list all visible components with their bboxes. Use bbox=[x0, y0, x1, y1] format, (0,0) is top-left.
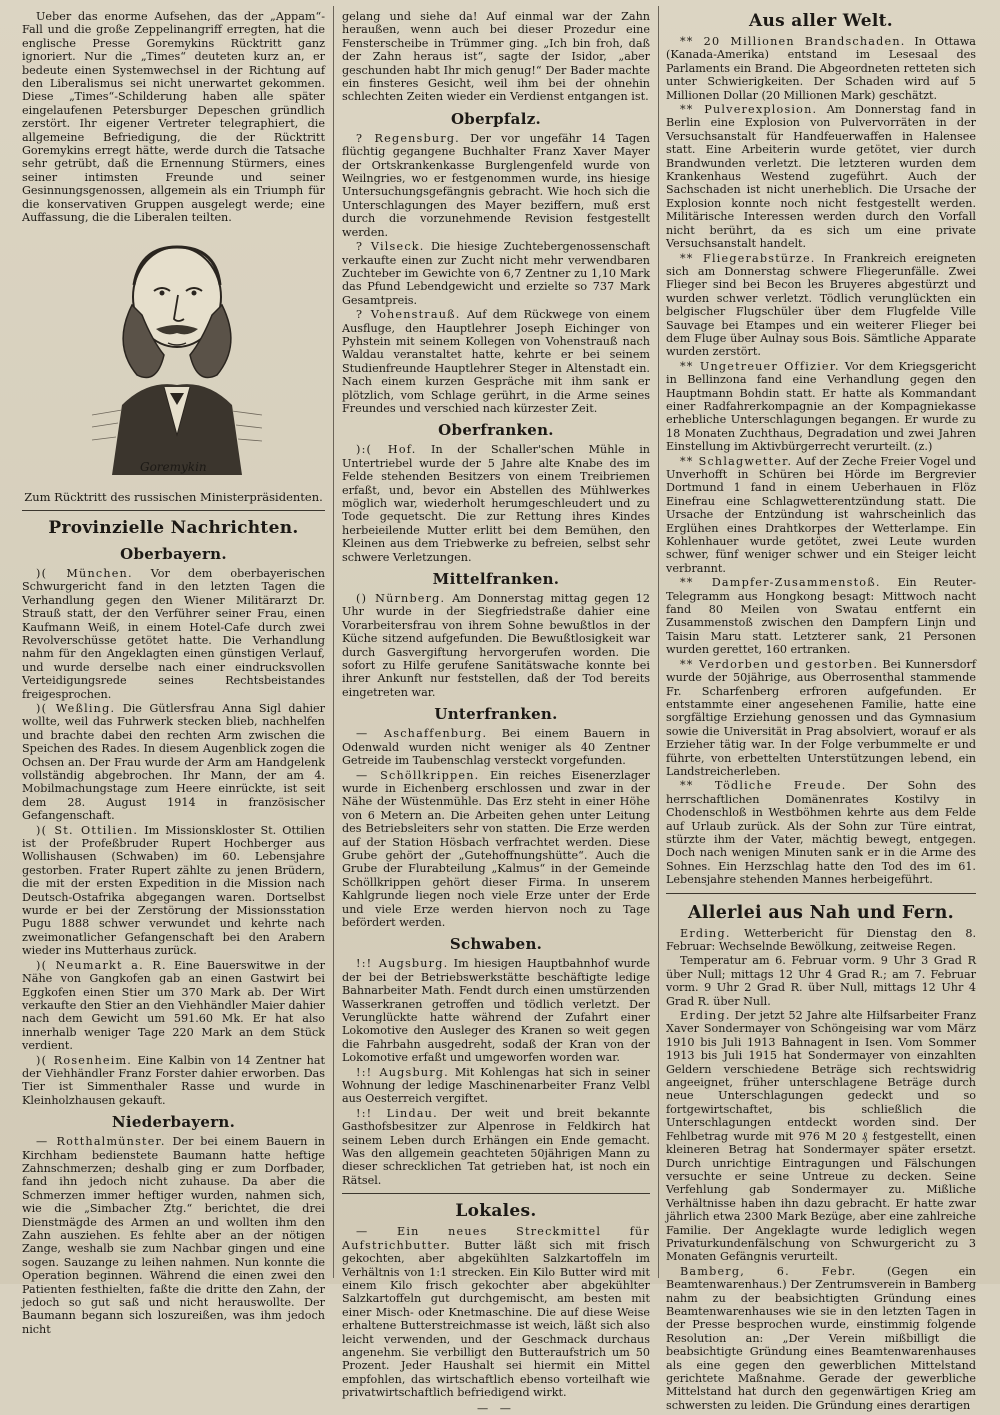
news-item-dateline: ** Tödliche Freude. bbox=[680, 779, 847, 793]
section-title-lokales: Lokales. bbox=[455, 1201, 537, 1222]
region-news-mittelfranken bbox=[342, 592, 650, 699]
news-item bbox=[666, 35, 976, 102]
news-item-dateline: )( Weßling. bbox=[36, 701, 116, 715]
news-item bbox=[666, 576, 976, 656]
news-item-text: Auf dem Rückwege von einem Ausfluge, den Hauptlehrer Joseph Eichinger von Pyhstein mit seinem Kollegen von Vohenstrauß nach Waldau veranstaltet hatte, kehrte er bei seinem Studienfreunde Hauptlehrer Steger in Altenstadt ein. Nach einem kurzen Gespräche mit ihm sank er plötzlich, vom Schlage gerührt, in die Arme seines Freundes und verschied nach kürzester Zeit. bbox=[342, 308, 650, 415]
news-item bbox=[666, 1009, 976, 1264]
news-item bbox=[22, 959, 325, 1053]
news-item-dateline: ** Fliegerabstürze. bbox=[680, 251, 816, 265]
news-item-dateline: Erding. bbox=[680, 1009, 731, 1023]
news-item-text: Butter läßt sich mit frisch gekochten, aber abgekühlten Salzkartoffeln im Verhältnis von 1:1 strecken. Ein Kilo Butter wird mit einem Kilo frisch gekochter aber abgekühlter Salzkartoffeln gut durchgemischt, am besten mit einer Misch- oder Knetmaschine. Die auf diese Weise erhaltene Butterstreichmasse ist weich, läßt sich also leicht verwenden, und der Geschmack durchaus angenehm. Sie verbilligt den Butteraufstrich um 50 Prozent. Jeder Haushalt sei hiermit ein Mittel empfohlen, das wirtschaftlich ebenso vorteilhaft wie privatwirtschaftlich befriedigend wirkt. bbox=[342, 1238, 650, 1400]
news-item-dateline: — Rotthalmünster. bbox=[36, 1135, 166, 1149]
news-item-text: Temperatur am 6. Februar vorm. 9 Uhr 3 Grad R über Null; mittags 12 Uhr 4 Grad R.; am 7. Februar vorm. 9 Uhr 2 Grad R. über Null, mittags 12 Uhr 4 Grad R. über Null. bbox=[666, 954, 976, 1008]
misc-news bbox=[666, 927, 976, 1413]
end-mark: — — bbox=[477, 1401, 515, 1415]
news-item-dateline: ? Vohenstrauß. bbox=[356, 308, 461, 322]
local-news bbox=[342, 1225, 650, 1399]
news-item-dateline: — Schöllkrippen. bbox=[356, 768, 480, 782]
news-item-dateline: Erding. bbox=[680, 926, 731, 940]
column-middle bbox=[342, 10, 651, 1415]
news-item bbox=[342, 769, 650, 930]
news-item-dateline: ** Pulverexplosion. bbox=[680, 103, 818, 117]
news-item-text: In Frankreich ereigneten sich am Donnerstag schwere Fliegerunfälle. Zwei Flieger sind bei Becon les Bruyeres abgestürzt und wurden schwer verletzt. Tödlich verunglückten ein belgischer Flugschüler über dem Flugfelde Ville Sauvage bei Etampes und ein weiterer Flieger bei dem Fluge über Aulnay sous Bois. Sämtliche Apparate wurden zerstört. bbox=[666, 251, 976, 359]
news-item-text: Eine Bauerswitwe in der Nähe von Gangkofen gab an einen Gastwirt bei Eggkofen einen Stier um 370 Mark ab. Der Wirt verkaufte den Stier an den Viehhändler Maier dahier nach dem Gewicht um 591.60 Mk. Er hat also innerhalb weniger Tage 220 Mark an dem Stück verdient. bbox=[22, 958, 325, 1053]
region-news-oberfranken bbox=[342, 443, 650, 564]
news-item-dateline: Bamberg, 6. Febr. bbox=[680, 1264, 857, 1278]
world-news bbox=[666, 35, 976, 887]
news-item bbox=[666, 252, 976, 359]
portrait-signature: Goremykin bbox=[140, 459, 207, 474]
news-item-text: (Gegen ein Beamtenwarenhaus.) Der Zentrumsverein in Bamberg nahm zu der beabsichtigten Gründung eines Beamtenwarenhauses wie sie in den letzten Tagen in der Presse besprochen wurde, einstimmig folgende Resolution an: „Der Verein mißbilligt die beabsichtigte Gründung eines Beamtenwarenhauses als eine gegen den gewerblichen Mittelstand gerichtete Maßnahme. Gerade der gewerbliche Mittelstand hat durch den gegenwärtigen Krieg am schwersten zu leiden. Die Gründung eines derartigen bbox=[666, 1264, 976, 1412]
news-item bbox=[342, 727, 650, 767]
section-rule bbox=[342, 1193, 650, 1194]
region-news-oberbayern bbox=[22, 567, 325, 1107]
goremykin-article bbox=[22, 10, 325, 225]
news-item-dateline: !:! Lindau. bbox=[356, 1106, 438, 1120]
news-item-text: Bei Kunnersdorf wurde der 50jährige, aus Oberrosenthal stammende Fr. Scharfenberg erfroren aufgefunden. Er entstammte einer angesehenen Familie, hatte eine sorgfältige Erziehung genossen und das Gymnasium sowie die Universität in Prag absolviert, worauf er als Erzieher tätig war. In der Folge verbummelte er und führte, von erbettelten Unterstützungen lebend, ein Landstreicherleben. bbox=[666, 657, 976, 778]
news-item-text: Vor dem Kriegsgericht in Bellinzona fand eine Verhandlung gegen den Hauptmann Bohdin statt. Er hatte als Kommandant einer Radfahrerkompagnie an der Kompagniekasse erhebliche Unterschlagungen begangen. Er wurde zu 18 Monaten Zuchthaus, Degradation und zwei Jahren Einstellung im Aktivbürgerrecht verurteilt. (z.) bbox=[666, 359, 976, 454]
portrait-caption: Zum Rücktritt des russischen Ministerpräsidenten. bbox=[24, 489, 323, 504]
section-rule bbox=[666, 893, 976, 894]
region-title-oberbayern: Oberbayern. bbox=[120, 544, 227, 563]
news-item-text: Der jetzt 52 Jahre alte Hilfsarbeiter Franz Xaver Sondermayer von Schöngeising war vom März 1910 bis Juli 1913 Bahnagent in Isen. Vom Sommer 1913 bis Juli 1915 hat Sondermayer von einzahlten Geldern verschiedene Beträge sich rechtswidrig angeeignet, früher unterschlagene Beträge durch neue Unterschlagungen gedeckt und so fortgewirtschaftet, bis schließlich die Unterschlagungen entdeckt worden sind. Der Fehlbetrag wurde mit 976 M 20 ₰ festgestellt, einen kleineren Betrag hat Sondermayer später ersetzt. Durch unrichtige Eintragungen und Fälschungen versuchte er seine Untreue zu decken. Seine Verfehlung gab Sondermayer zu. Mißliche Verhältnisse haben ihn dazu gebracht. Er hatte zwar jährlich etwa 2300 Mark Bezüge, aber eine zahlreiche Familie. Der Angeklagte wurde lediglich wegen Privaturkundenfälschung von Schwurgericht zu 3 Monaten Gefängnis verurteilt. bbox=[666, 1009, 976, 1264]
news-item-dateline: ):( Hof. bbox=[356, 443, 417, 457]
article-paragraph: Ueber das enorme Aufsehen, das der „Appam“-Fall und die große Zeppelinangriff erregten, hat die englische Presse Goremykins Rücktritt ganz ignoriert. Nur die „Times“ deuteten kurz an, er bedeute einen Systemwechsel in der Richtung auf den Liberalismus sei nicht unerwartet gekommen. Diese „Times“-Schilderung haben alle später eingelaufenen Petersburger Depeschen gründlich zerstört. Ihr eigener Vertreter telegraphiert, die allgemeine Befriedigung, die der Rücktritt Goremykins erregt hätte, werde durch die Tatsache sehr getrübt, daß die Ernennung Stürmers, eines seiner intimsten Freunde und seiner Gesinnungsgenossen, allgemein als ein Triumph für die konservativen Gruppen ausgelegt werde; eine Auffassung, die die Liberalen teilten. bbox=[22, 10, 325, 225]
column-divider bbox=[333, 6, 334, 1278]
news-item-dateline: ? Regensburg. bbox=[356, 131, 460, 145]
region-title-mittelfranken: Mittelfranken. bbox=[432, 570, 560, 589]
news-item-text: Ein Reuter-Telegramm aus Hongkong besagt: Mittwoch nacht fand 80 Meilen von Swatau entfernt ein Zusammenstoß zwischen den Dampfern Linjn und Taisin Maru statt. Letzterer sank, 21 Personen wurden gerettet, 160 ertranken. bbox=[666, 576, 976, 657]
region-title-unterfranken: Unterfranken. bbox=[434, 705, 558, 724]
news-item-text: Der bei einem Bauern in Kirchham bedienstete Baumann hatte heftige Zahnschmerzen; deshalb ging er zum Dorfbader, fand ihn jedoch nicht zuhause. Da aber die Schmerzen immer heftiger wurden, nahmen sich, wie die „Simbacher Ztg.“ berichtet, die drei Dienstmägde des Armen an und wollten ihm den Zahn ausziehen. Es fehlte aber an der nötigen Zange, weshalb sie zum Nachbar gingen und eine sogen. Sauzange zu leihen nahmen. Nun konnte die Operation beginnen. Während die einen zwei den Patienten festhielten, faßte die dritte den Zahn, der jedoch so gut saß und nicht herauswollte. Der Baumann begann sich loszureißen, was ihm jedoch nicht bbox=[22, 1135, 325, 1336]
news-item bbox=[666, 927, 976, 954]
news-item-text: Am Donnerstag fand in Berlin eine Explosion von Pulvervorräten in der Versuchsanstalt für Handfeuerwaffen in Halensee statt. Eine Arbeiterin wurde getötet, vier durch Brandwunden verletzt. Die letzteren wurden dem Krankenhaus Westend zugeführt. Auch der Sachschaden ist nicht unerheblich. Die Ursache der Explosion konnte noch nicht festgestellt werden. Militärische Interessen werden durch den Vorfall nicht berührt, da es sich um eine private Versuchsanstalt handelt. bbox=[666, 103, 976, 251]
news-item-dateline: ** Dampfer-Zusammenstoß. bbox=[680, 576, 881, 590]
news-item-text: Die Gütlersfrau Anna Sigl dahier wollte, weil das Fuhrwerk stecken blieb, nachhelfen und brachte dabei den rechten Arm zwischen die Speichen des Rades. In diesem Augenblick zogen die Ochsen an. Der Frau wurde der Arm am Handgelenk vollständig abgebrochen. Ihr Mann, der am 4. Mobilmachungstage zum Heere einrückte, ist seit dem 28. August 1914 in französischer Gefangenschaft. bbox=[22, 701, 325, 823]
section-title: Provinzielle Nachrichten. bbox=[48, 517, 299, 538]
column-right bbox=[666, 10, 976, 1412]
column-left bbox=[22, 10, 325, 1336]
news-item bbox=[22, 702, 325, 823]
news-item bbox=[342, 1225, 650, 1399]
news-item bbox=[666, 658, 976, 779]
news-item bbox=[666, 954, 976, 1008]
news-item-dateline: )( Neumarkt a. R. bbox=[36, 958, 167, 972]
goremykin-portrait bbox=[22, 235, 325, 485]
region-title-oberpfalz: Oberpfalz. bbox=[450, 109, 542, 128]
news-item-dateline: !:! Augsburg. bbox=[356, 1065, 449, 1079]
news-item bbox=[666, 779, 976, 886]
news-item bbox=[342, 1107, 650, 1187]
column-divider bbox=[658, 6, 659, 1278]
news-item-text: Der vor ungefähr 14 Tagen flüchtig gegangene Buchhalter Franz Xaver Mayer der Ortskrankenkasse Burglengenfeld wurde von Weilngries, wo er festgenommen wurde, ins hiesige Untersuchungsgefängnis gebracht. Wie hoch sich die Unterschlagungen des Mayer beziffern, muß erst durch die vorzunehmende Revision festgestellt werden. bbox=[342, 131, 650, 239]
news-item bbox=[22, 1054, 325, 1108]
region-news-unterfranken bbox=[342, 727, 650, 929]
news-item-dateline: ** 20 Millionen Brandschaden. bbox=[680, 35, 906, 48]
continued-article: gelang und siehe da! Auf einmal war der Zahn heraußen, wenn auch bei dieser Prozedur eine Fensterscheibe in Trümmer ging. „Ich bin froh, daß der Zahn heraus ist“, sagte der Isidor, „aber geschunden habt Ihr mich genug!“ Der Bader machte ein finsteres Gesicht, weil ihm bei der ohnehin schlechten Zeiten wieder ein Verdienst entgangen ist. bbox=[342, 10, 650, 104]
news-item-dateline: )( München. bbox=[36, 566, 133, 580]
region-title-schwaben: Schwaben. bbox=[449, 935, 543, 954]
news-item bbox=[666, 455, 976, 576]
news-item bbox=[342, 240, 650, 307]
section-title-aus-aller-welt: Aus aller Welt. bbox=[749, 11, 893, 31]
news-item-text: Wetterbericht für Dienstag den 8. Februar: Wechselnde Bewölkung, zeitweise Regen. bbox=[666, 926, 976, 953]
news-item-text: Ein reiches Eisenerzlager wurde in Eichenberg erschlossen und zwar in der Nähe der Wüstenmühle. Das Erz steht in einer Höhe von 6 Metern an. Die Arbeiten gehen unter Leitung des Betriebsleiters sehr von statten. Die Erze werden auf der Station Hösbach verfrachtet werden. Diese Grube gehört der „Gutehoffnungshütte“. Auch die Grube der Flurabteilung „Kalmus“ in der Gemeinde Schöllkrippen gehört dieser Firma. In unserem Kahlgrunde liegen noch viele Erze unter der Erde und viele Erze werden hiervon noch zu Tage befördert werden. bbox=[342, 768, 650, 929]
region-title-oberfranken: Oberfranken. bbox=[438, 421, 554, 440]
region-news-niederbayern bbox=[22, 1135, 325, 1336]
news-item-text: In Ottawa (Kanada-Amerika) entstand im Lesesaal des Parlaments ein Brand. Die Abgeordneten retteten sich unter Schwierigkeiten. Der Schaden wird auf 5 Millionen Dollar (20 Millionen Mark) geschätzt. bbox=[666, 35, 976, 102]
news-item-dateline: ** Ungetreuer Offizier. bbox=[680, 359, 840, 373]
news-item bbox=[22, 567, 325, 701]
region-news-oberpfalz bbox=[342, 132, 650, 416]
news-item-dateline: )( St. Ottilien. bbox=[36, 823, 139, 837]
news-item-text: In der Schaller'schen Mühle in Untertriebel wurde der 5 Jahre alte Knabe des im Felde stehenden Besitzers von einem Treibriemen erfaßt, und, bevor ein Abstellen des Mühlwerkes möglich war, wiederholt herumgeschleudert und zu Tode gequetscht. Die zur Rettung ihres Kindes herbeieilende Mutter erlitt bei dem Bemühen, den Kleinen aus dem Triebwerke zu befreien, selbst sehr schwere Verletzungen. bbox=[342, 443, 650, 564]
news-item-dateline: !:! Augsburg. bbox=[356, 957, 449, 971]
news-item-dateline: )( Rosenheim. bbox=[36, 1053, 133, 1067]
news-item bbox=[666, 1265, 976, 1412]
portrait-illustration bbox=[92, 235, 262, 475]
region-title-niederbayern: Niederbayern. bbox=[111, 1113, 236, 1132]
news-item-text: Der Sohn des herrschaftlichen Domänenrates Kostilvy in Chodenschloß in Westböhmen kehrte aus dem Felde auf Urlaub zurück. Als der Sohn zur Türe eintrat, stürzte ihm der Vater, mächtig bewegt, entgegen. Doch nach wenigen Minuten sank er in die Arme des Sohnes. Ein Herzschlag hatte den Tod des im 61. Lebensjahre stehenden Mannes herbeigeführt. bbox=[666, 779, 976, 887]
news-item bbox=[342, 592, 650, 699]
news-item bbox=[666, 360, 976, 454]
news-item-dateline: ** Schlagwetter. bbox=[680, 454, 793, 468]
news-item-text: Mit Kohlengas hat sich in seiner Wohnung der ledige Maschinenarbeiter Franz Velbl aus Oesterreich vergiftet. bbox=[342, 1065, 650, 1106]
news-item-text: Bei einem Bauern in Odenwald wurden nicht weniger als 40 Zentner Getreide im Taubenschlag versteckt vorgefunden. bbox=[342, 727, 650, 768]
news-item bbox=[342, 443, 650, 564]
news-item-dateline: ** Verdorben und gestorben. bbox=[680, 657, 879, 671]
news-item-text: Eine Kalbin von 14 Zentner hat der Viehhändler Franz Forster dahier erworben. Das Tier ist Simmenthaler Rasse und wurde in Kleinholzhausen gekauft. bbox=[22, 1053, 325, 1107]
news-item bbox=[342, 308, 650, 415]
news-item-text: Der weit und breit bekannte Gasthofsbesitzer zur Alpenrose in Feldkirch hat seinem Leben durch Erhängen ein Ende gemacht. Was den allgemein geachteten 50jährigen Mann zu dieser schrecklichen Tat getrieben hat, ist noch ein Rätsel. bbox=[342, 1106, 651, 1187]
news-item-text: Auf der Zeche Freier Vogel und Unverhofft in Schüren bei Hörde im Bergrevier Dortmund 1 fand in einem Ueberhauen in Flöz Einefrau eine Schlagwetterentzündung statt. Die Ursache der Entzündung ist wahrscheinlich das Erglühen eines Drahtkorpes der Wetterlampe. Ein Kohlenhauer wurde getötet, zwei Leute wurden schwer, fünf weniger schwer und ein Steiger leicht verbrannt. bbox=[666, 454, 976, 575]
news-item-dateline: — Aschaffenburg. bbox=[356, 727, 488, 741]
news-item bbox=[22, 1135, 325, 1336]
news-item bbox=[22, 824, 325, 958]
news-item bbox=[342, 957, 650, 1064]
news-item-dateline: ? Vilseck. bbox=[356, 240, 425, 254]
news-item bbox=[666, 103, 976, 250]
news-item-text: Im hiesigen Hauptbahnhof wurde der bei der Betriebswerkstätte beschäftigte ledige Bahnarbeiter Math. Fendt durch einen umstürzenden Wasserkranen getroffen und tödlich verletzt. Der Verunglückte hatte während der Zufahrt einer Lokomotive den Ausleger des Kranen so weit gegen die Fahrbahn ausgedreht, sodaß der Kran von der Lokomotive erfaßt und umgeworfen worden war. bbox=[342, 957, 650, 1065]
news-item-text: Vor dem oberbayerischen Schwurgericht fand in den letzten Tagen die Verhandlung gegen den Wiener Militärarzt Dr. Strauß statt, der den Verführer seiner Frau, einen Kaufmann Weiß, in einem Hotel-Cafe durch zwei Revolverschüsse getötet hatte. Die Verhandlung nahm für den Angeklagten einen günstigen Verlauf, und wurde derselbe nach einer eindrucksvollen Verteidigungsrede seines Rechtsbeistandes freigesprochen. bbox=[22, 566, 325, 701]
news-item-text: Im Missionskloster St. Ottilien ist der Profeßbruder Rupert Hochberger aus Wollishausen (Schwaben) im 60. Lebensjahre gestorben. Frater Rupert zählte zu jenen Brüdern, die mit der ersten Expedition in die Mission nach Deutsch-Ostafrika abgegangen waren. Dortselbst wurde er bei der Zerstörung der Missionsstation Pugu 1888 schwer verwundet und kehrte nach zweimonatlicher Gefangenschaft bei den Arabern wieder ins Mutterhaus zurück. bbox=[22, 823, 325, 958]
news-item-dateline: — Ein neues Streckmittel für Aufstrichbutter. bbox=[342, 1225, 650, 1252]
section-rule bbox=[22, 510, 325, 511]
news-item bbox=[342, 132, 650, 239]
news-item-text: Am Donnerstag mittag gegen 12 Uhr wurde in der Siegfriedstraße dahier eine Vorarbeitersfrau von ihrem Sohne bewußtlos in der Küche sitzend aufgefunden. Die Bewußtlosigkeit war durch Gasvergiftung hervorgerufen worden. Die sofort zu Hilfe gerufene Sanitätswache konnte bei ihrer Ankunft nur feststellen, daß der Tod bereits eingetreten war. bbox=[342, 592, 650, 699]
news-item bbox=[342, 1066, 650, 1106]
region-news-schwaben bbox=[342, 957, 650, 1187]
news-item-dateline: () Nürnberg. bbox=[356, 592, 446, 606]
section-title-allerlei: Allerlei aus Nah und Fern. bbox=[687, 902, 955, 923]
news-item-text: Die hiesige Zuchtebergenossenschaft verkaufte einen zur Zucht nicht mehr verwendbaren Zuchteber im Gewichte von 6,7 Zentner zu 1,10 Mark das Pfund Lebendgewicht und erzielte so 737 Mark Gesamtpreis. bbox=[342, 240, 651, 307]
